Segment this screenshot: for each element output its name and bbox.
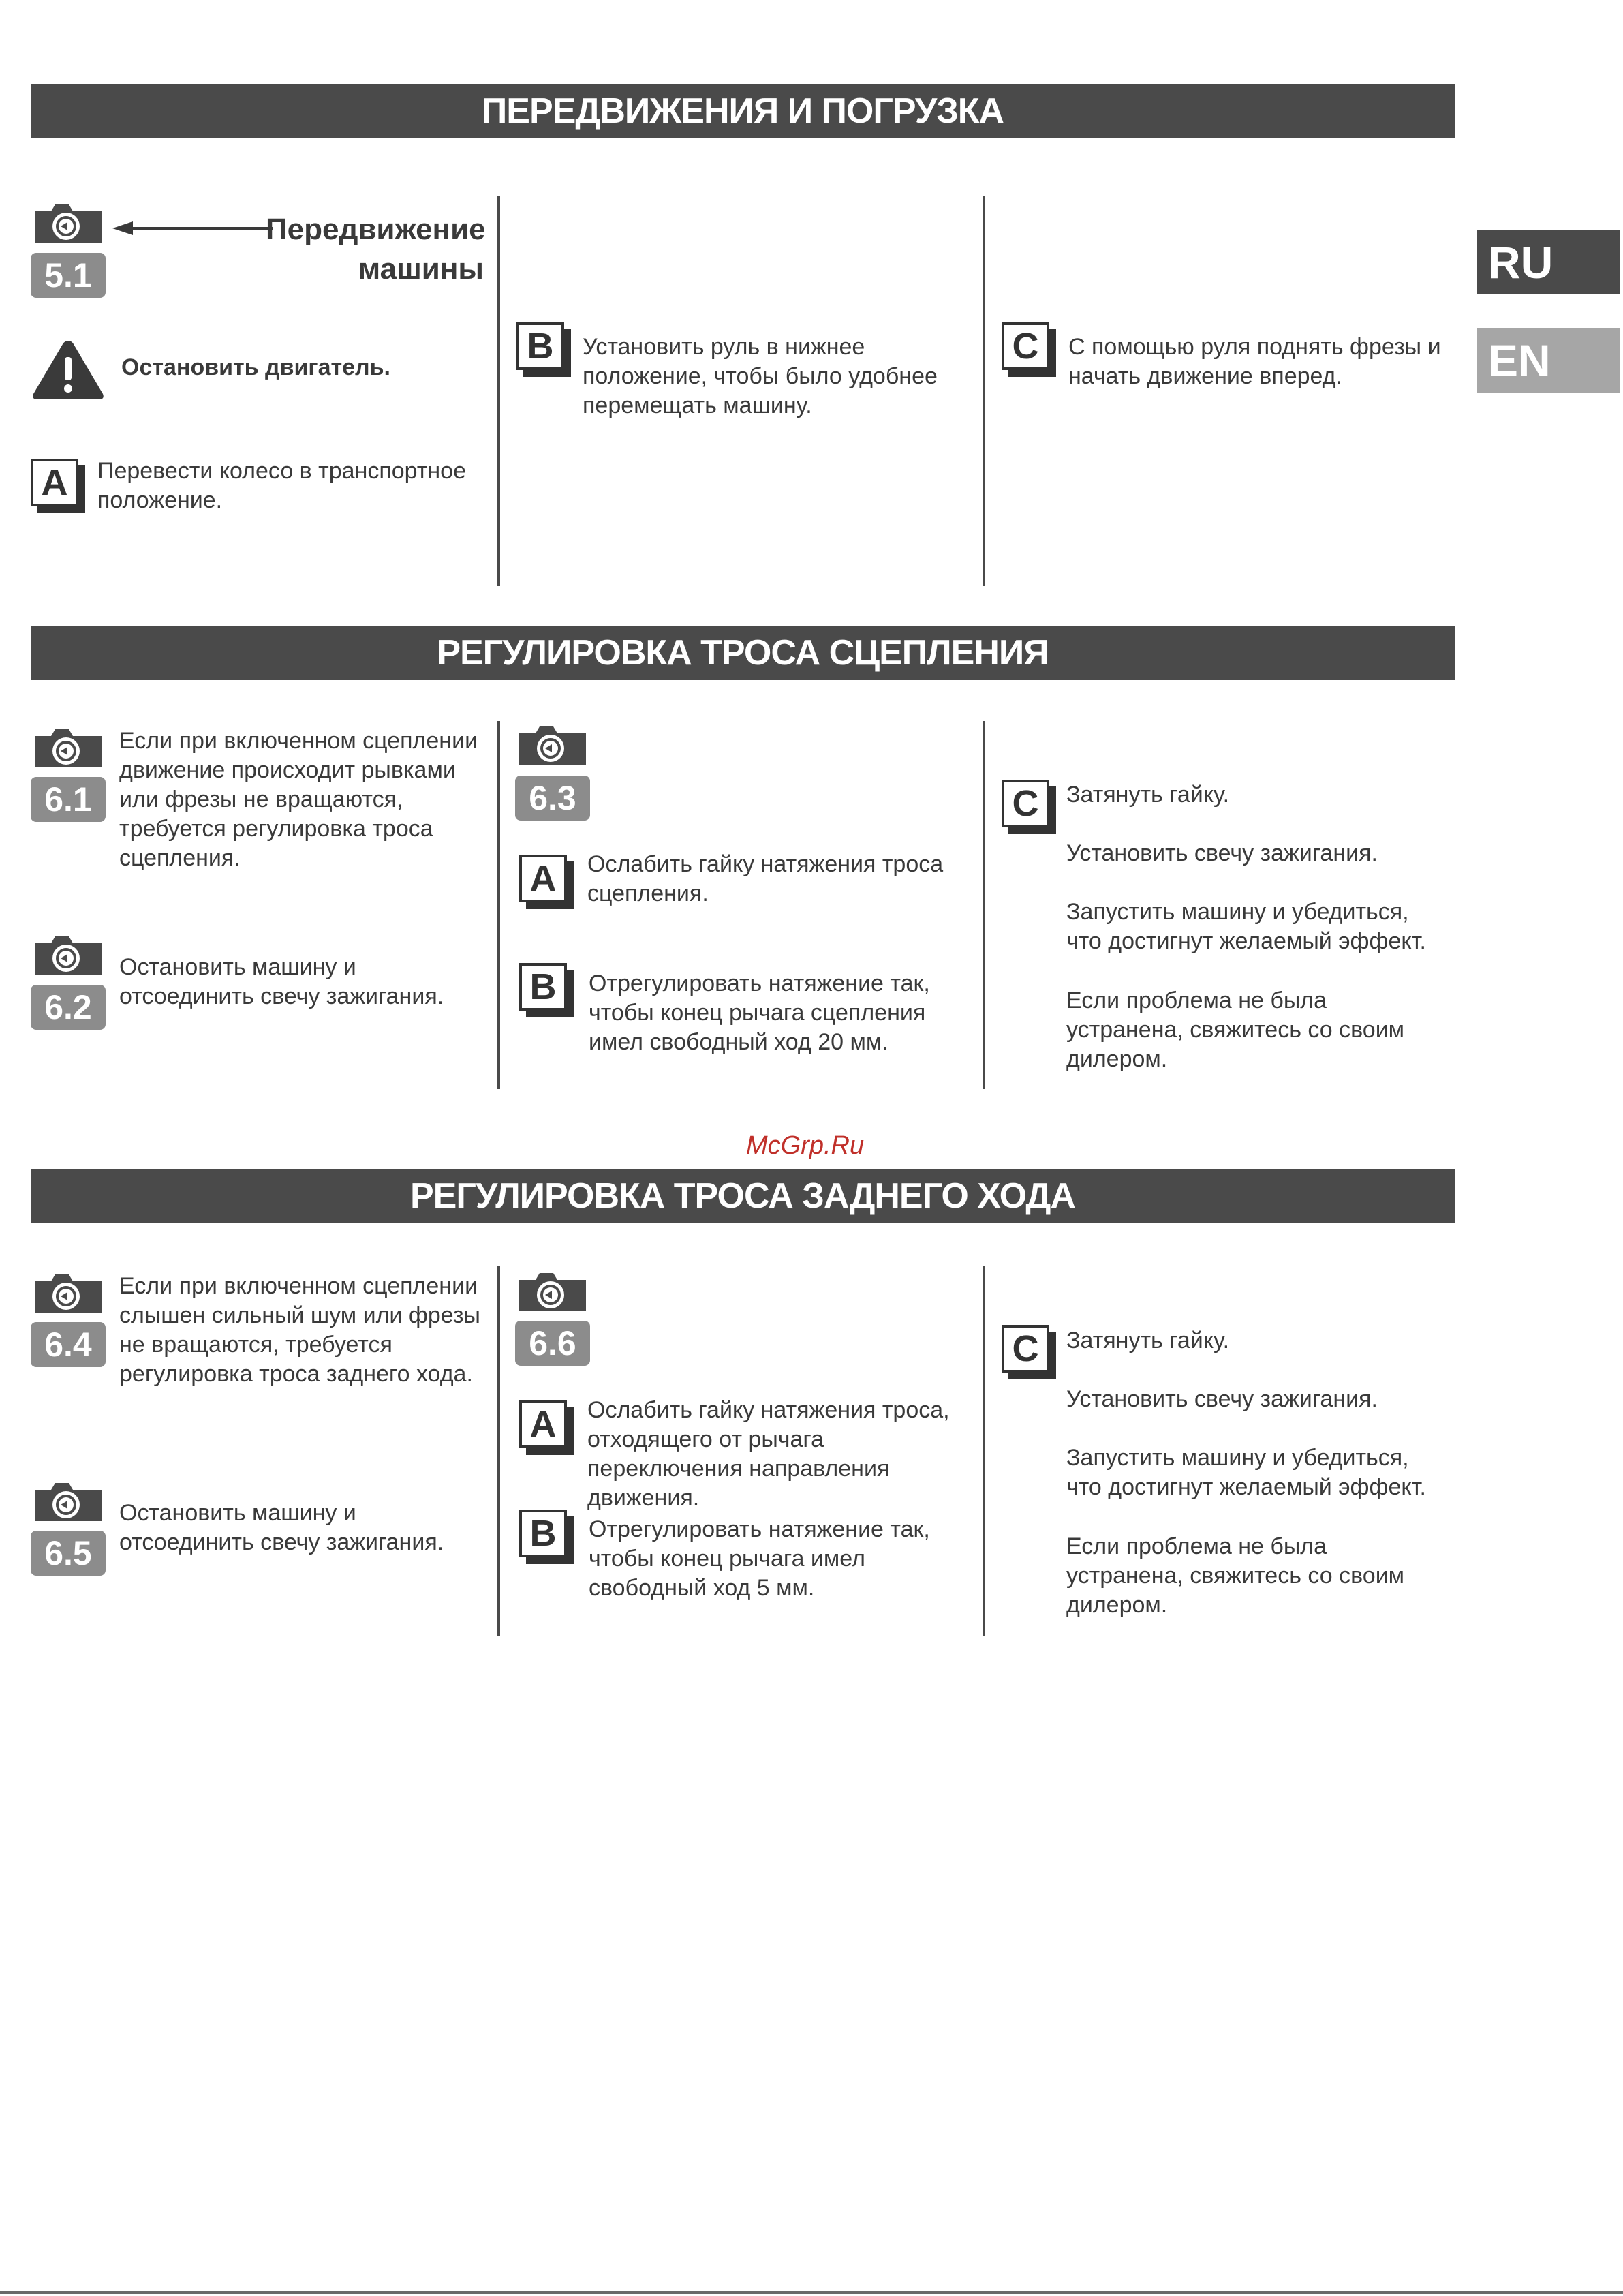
figure-number: 6.5 bbox=[31, 1531, 106, 1576]
page-bottom-rule bbox=[0, 2291, 1623, 2294]
step-text: Установить руль в нижнее положение, чтобы было удобнее перемещать машину. bbox=[583, 334, 938, 418]
intro-text: Если при включенном сцеплении движение происходит рывками или фрезы не вращаются, требуется регулировка троса сцепления. bbox=[119, 728, 478, 871]
section-title-transport: ПЕРЕДВИЖЕНИЯ И ПОГРУЗКА bbox=[31, 84, 1455, 138]
intro-text: Если при включенном сцеплении слышен сильный шум или фрезы не вращаются, требуется регулировка троса заднего хода. bbox=[119, 1273, 480, 1387]
step-letter: A bbox=[519, 1400, 567, 1448]
step-letter: C bbox=[1002, 1325, 1049, 1373]
arrow-left-icon bbox=[112, 221, 276, 235]
column-divider bbox=[497, 1266, 500, 1636]
figure-number: 6.2 bbox=[31, 985, 106, 1030]
figure-number: 6.4 bbox=[31, 1322, 106, 1367]
column-divider bbox=[497, 196, 500, 586]
section-title-reverse-cable: РЕГУЛИРОВКА ТРОСА ЗАДНЕГО ХОДА bbox=[31, 1169, 1455, 1223]
camera-icon bbox=[31, 726, 106, 770]
step-letter: C bbox=[1002, 322, 1049, 370]
camera-icon bbox=[515, 1270, 590, 1314]
camera-icon bbox=[31, 934, 106, 977]
column-divider bbox=[983, 196, 985, 586]
section-title-clutch-cable: РЕГУЛИРОВКА ТРОСА СЦЕПЛЕНИЯ bbox=[31, 626, 1455, 680]
section-heading bbox=[266, 210, 484, 289]
step-text: Запустить машину и убедиться, что достигнут желаемый эффект. bbox=[1066, 1445, 1426, 1500]
heading-line: машины bbox=[358, 252, 484, 286]
step-text: Перевести колесо в транспортное положение. bbox=[97, 458, 466, 513]
lang-tab-en[interactable]: EN bbox=[1477, 328, 1620, 393]
step-text: Затянуть гайку. bbox=[1066, 1328, 1230, 1353]
step-letter: B bbox=[519, 963, 567, 1011]
step-text: Установить свечу зажигания. bbox=[1066, 1386, 1378, 1412]
step-text: Остановить машину и отсоединить свечу зажигания. bbox=[119, 954, 444, 1009]
camera-icon bbox=[31, 1480, 106, 1524]
figure-number: 5.1 bbox=[31, 253, 106, 298]
step-letter: B bbox=[516, 322, 564, 370]
step-text: Ослабить гайку натяжения троса, отходящего от рычага переключения направления движения. bbox=[587, 1397, 950, 1511]
step-text: Если проблема не была устранена, свяжитесь со своим дилером. bbox=[1066, 1533, 1405, 1618]
heading-line: Передвижение bbox=[266, 213, 486, 246]
column-divider bbox=[983, 1266, 985, 1636]
lang-tab-ru[interactable]: RU bbox=[1477, 230, 1620, 294]
step-text: Затянуть гайку. bbox=[1066, 782, 1230, 808]
camera-icon bbox=[31, 202, 106, 245]
step-letter: B bbox=[519, 1510, 567, 1557]
step-text: Отрегулировать натяжение так, чтобы конец рычага сцепления имел свободный ход 20 мм. bbox=[589, 970, 930, 1055]
step-text: Ослабить гайку натяжения троса сцепления. bbox=[587, 851, 944, 906]
step-text: Отрегулировать натяжение так, чтобы конец рычага имел свободный ход 5 мм. bbox=[589, 1516, 930, 1601]
figure-number: 6.1 bbox=[31, 777, 106, 822]
step-letter: A bbox=[519, 855, 567, 902]
watermark: McGrp.Ru bbox=[746, 1131, 865, 1160]
figure-number: 6.3 bbox=[515, 776, 590, 821]
step-text: Если проблема не была устранена, свяжитесь со своим дилером. bbox=[1066, 988, 1405, 1072]
warning-text: Остановить двигатель. bbox=[121, 354, 390, 380]
step-letter: C bbox=[1002, 780, 1049, 827]
step-text: С помощью руля поднять фрезы и начать движение вперед. bbox=[1068, 334, 1441, 389]
column-divider bbox=[983, 721, 985, 1089]
column-divider bbox=[497, 721, 500, 1089]
warning-icon bbox=[31, 338, 106, 401]
camera-icon bbox=[515, 724, 590, 767]
step-text: Запустить машину и убедиться, что достигнут желаемый эффект. bbox=[1066, 899, 1426, 954]
step-text: Остановить машину и отсоединить свечу зажигания. bbox=[119, 1500, 444, 1555]
step-text: Установить свечу зажигания. bbox=[1066, 840, 1378, 866]
figure-number: 6.6 bbox=[515, 1321, 590, 1366]
camera-icon bbox=[31, 1272, 106, 1315]
step-letter: A bbox=[31, 459, 78, 506]
